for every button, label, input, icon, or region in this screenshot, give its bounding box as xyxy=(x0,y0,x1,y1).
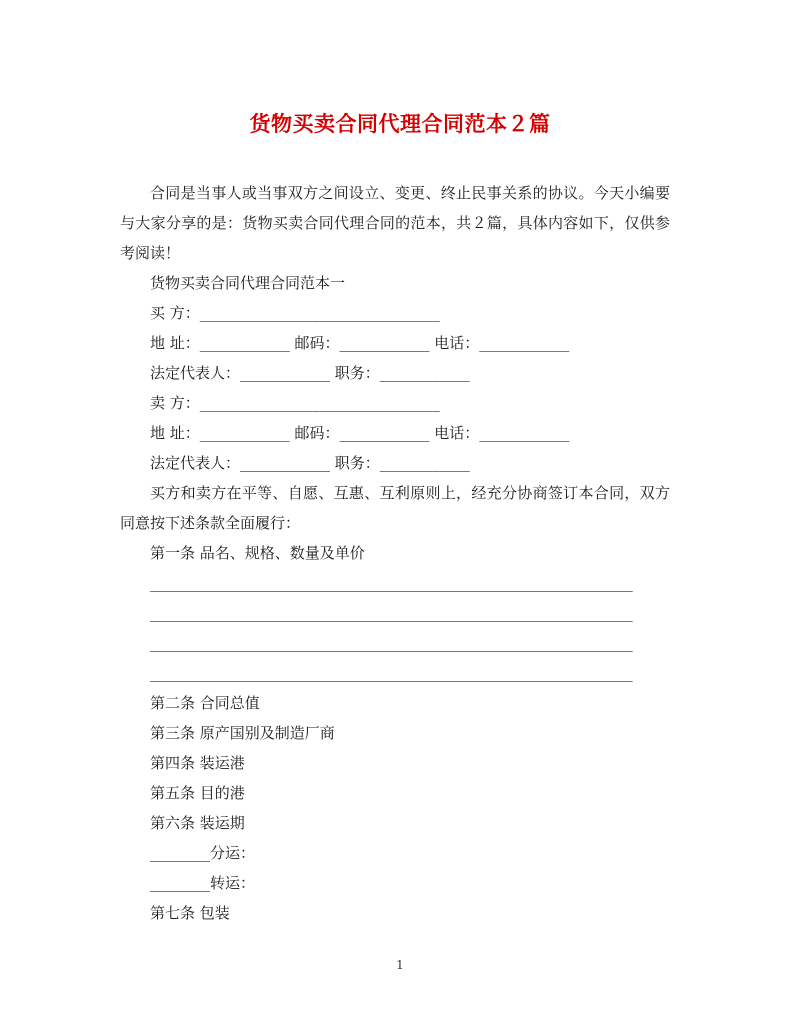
intro-paragraph: 合同是当事人或当事双方之间设立、变更、终止民事关系的协议。今天小编要与大家分享的是：货物买卖合同代理合同的范本，共２篇，具体内容如下，仅供参考阅读！ xyxy=(120,184,670,262)
blank-fill-line: ___________________________________________________________________ xyxy=(150,634,633,652)
article-2: 第二条 合同总值 xyxy=(150,694,260,712)
partial-shipment-line: ________分运： xyxy=(150,844,256,862)
transshipment-line: ________转运： xyxy=(150,874,256,892)
article-7: 第七条 包装 xyxy=(150,904,230,922)
contract-subtitle: 货物买卖合同代理合同范本一 xyxy=(150,274,346,292)
article-1: 第一条 品名、规格、数量及单价 xyxy=(150,544,365,562)
article-4: 第四条 装运港 xyxy=(150,754,245,772)
blank-fill-line: ___________________________________________________________________ xyxy=(150,664,633,682)
article-5: 第五条 目的港 xyxy=(150,784,245,802)
article-6: 第六条 装运期 xyxy=(150,814,245,832)
blank-fill-line: ___________________________________________________________________ xyxy=(150,574,633,592)
buyer-line: 买 方：________________________________ xyxy=(150,304,440,322)
seller-address-line: 地 址：____________ 邮码：____________ 电话：____________ xyxy=(150,424,570,442)
seller-line: 卖 方：________________________________ xyxy=(150,394,440,412)
seller-representative-line: 法定代表人：____________ 职务：____________ xyxy=(150,454,470,472)
article-3: 第三条 原产国别及制造厂商 xyxy=(150,724,335,742)
agreement-paragraph: 买方和卖方在平等、自愿、互惠、互利原则上，经充分协商签订本合同，双方同意按下述条款全面履行： xyxy=(120,484,670,532)
document-body xyxy=(120,178,670,928)
buyer-representative-line: 法定代表人：____________ 职务：____________ xyxy=(150,364,470,382)
document-title: 货物买卖合同代理合同范本２篇 xyxy=(249,111,551,136)
page-number: 1 xyxy=(396,958,404,972)
blank-fill-line: ___________________________________________________________________ xyxy=(150,604,633,622)
buyer-address-line: 地 址：____________ 邮码：____________ 电话：____________ xyxy=(150,334,570,352)
